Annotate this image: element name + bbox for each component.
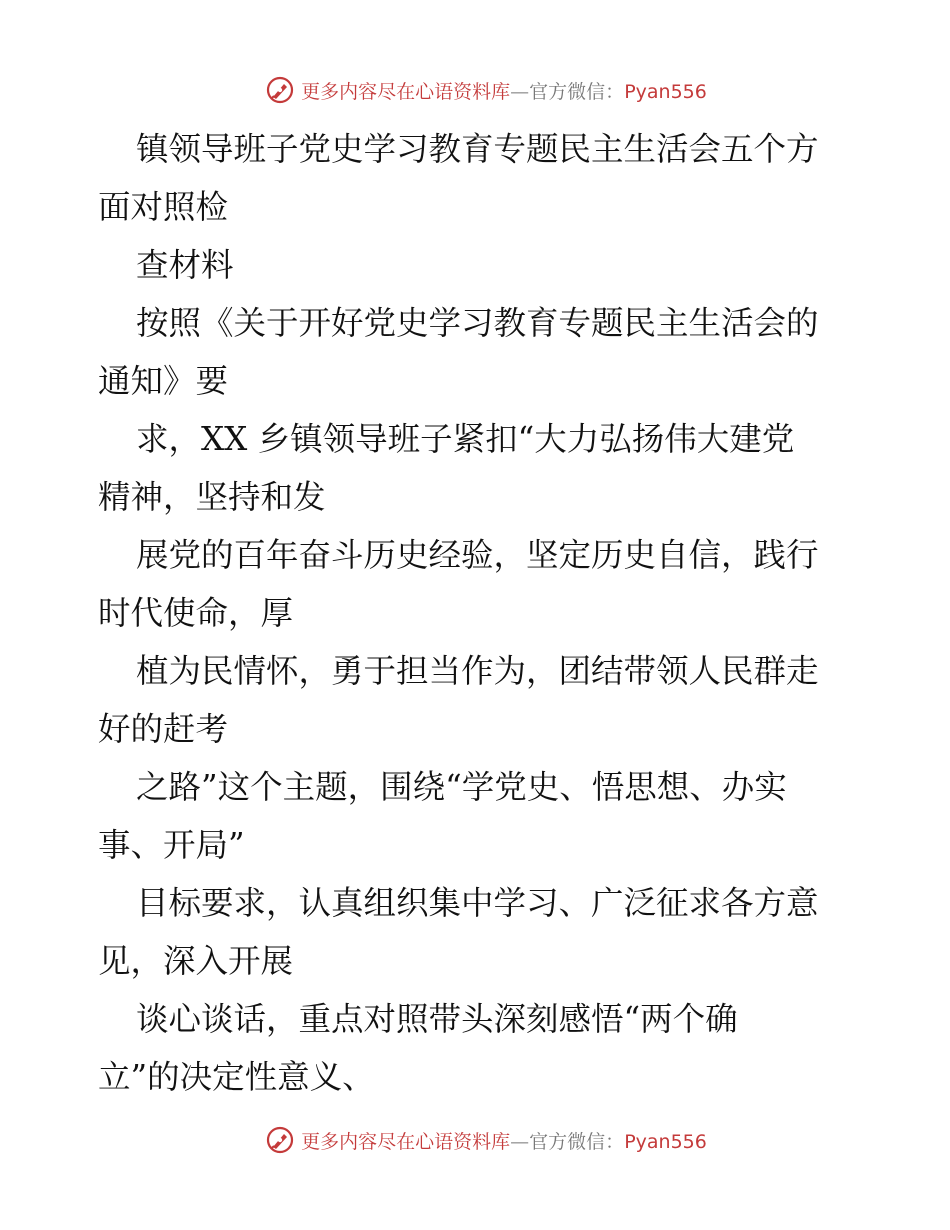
watermark-wechat-label: 官方微信： (529, 1130, 625, 1153)
document-body (98, 120, 858, 1106)
watermark-content (265, 75, 707, 105)
document-line: 立”的决定性意义、 (98, 1058, 375, 1096)
document-line: 时代使命，厚 (98, 594, 294, 632)
document-line: 之路”这个主题，围绕“学党史、悟思想、办实 (136, 768, 787, 806)
document-line: 面对照检 (98, 188, 229, 226)
document-line: 通知》要 (98, 362, 229, 400)
document-line: 好的赶考 (98, 710, 229, 748)
document-line: 展党的百年奋斗历史经验，坚定历史自信，践行 (136, 536, 819, 574)
document-line: 事、开局” (98, 826, 245, 864)
document-line: 见，深入开展 (98, 942, 294, 980)
pen-nib-logo-icon (265, 75, 295, 105)
document-line: 求，XX 乡镇领导班子紧扣“大力弘扬伟大建党 (136, 420, 795, 458)
footer-watermark (0, 1122, 950, 1158)
watermark-separator: — (510, 1130, 530, 1153)
watermark-wechat-id: Pyan556 (624, 80, 707, 103)
document-line: 植为民情怀，勇于担当作为，团结带领人民群走 (136, 652, 819, 690)
document-line: 谈心谈话，重点对照带头深刻感悟“两个确 (136, 1000, 738, 1038)
watermark-content (265, 1125, 707, 1155)
watermark-brand: 更多内容尽在心语资料库 (301, 1130, 511, 1153)
watermark-separator: — (510, 80, 530, 103)
document-line: 目标要求，认真组织集中学习、广泛征求各方意 (136, 884, 819, 922)
watermark-brand: 更多内容尽在心语资料库 (301, 80, 511, 103)
document-line: 按照《关于开好党史学习教育专题民主生活会的 (136, 304, 819, 342)
document-line: 查材料 (136, 246, 234, 284)
header-watermark (0, 72, 950, 108)
document-line: 精神，坚持和发 (98, 478, 326, 516)
document-line: 镇领导班子党史学习教育专题民主生活会五个方 (136, 130, 819, 168)
pen-nib-logo-icon (265, 1125, 295, 1155)
watermark-wechat-label: 官方微信： (529, 80, 625, 103)
watermark-wechat-id: Pyan556 (624, 1130, 707, 1153)
